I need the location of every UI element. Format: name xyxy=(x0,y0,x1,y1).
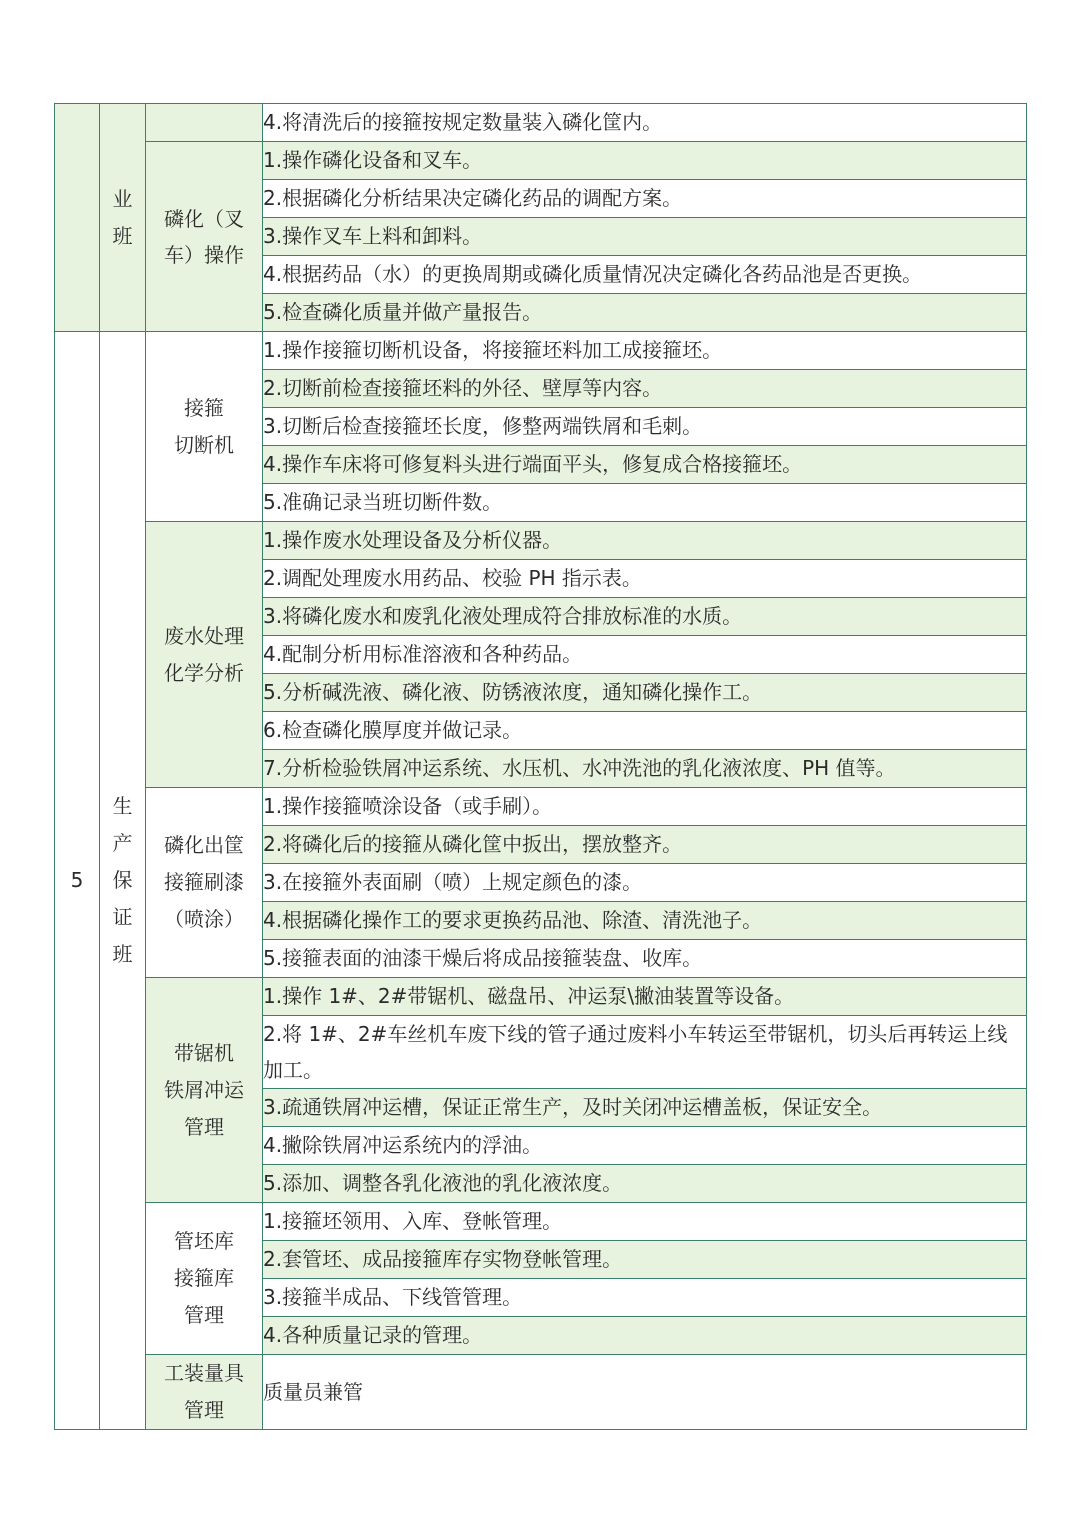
task-cell: 5.接箍表面的油漆干燥后将成品接箍装盘、收库。 xyxy=(263,940,1027,978)
seq-cell xyxy=(55,104,100,332)
task-cell: 1.操作接箍切断机设备，将接箍坯料加工成接箍坯。 xyxy=(263,332,1027,370)
task-cell: 1.操作磷化设备和叉车。 xyxy=(263,142,1027,180)
table-row xyxy=(55,104,1027,142)
post-name-char: 接箍库 xyxy=(174,1266,234,1290)
post-cell xyxy=(146,104,263,142)
post-cell xyxy=(146,522,263,788)
seq-cell: 5 xyxy=(55,332,100,1430)
table-row xyxy=(55,1203,1027,1241)
task-cell: 2.切断前检查接箍坯料的外径、壁厚等内容。 xyxy=(263,370,1027,408)
task-cell: 2.根据磷化分析结果决定磷化药品的调配方案。 xyxy=(263,180,1027,218)
post-name-char: 工装量具 xyxy=(164,1361,244,1385)
task-cell: 1.操作 1#、2#带锯机、磁盘吊、冲运泵\撇油装置等设备。 xyxy=(263,978,1027,1016)
task-cell: 2.将 1#、2#车丝机车废下线的管子通过废料小车转运至带锯机，切头后再转运上线加工。 xyxy=(263,1016,1027,1089)
post-cell xyxy=(146,788,263,978)
post-name-char: 切断机 xyxy=(174,432,234,457)
task-cell: 5.准确记录当班切断件数。 xyxy=(263,484,1027,522)
task-cell: 4.撇除铁屑冲运系统内的浮油。 xyxy=(263,1127,1027,1165)
team-name-char: 班 xyxy=(112,942,133,966)
post-name-char: 接箍 xyxy=(184,395,224,420)
task-cell: 4.根据磷化操作工的要求更换药品池、除渣、清洗池子。 xyxy=(263,902,1027,940)
post-name-char: 管理 xyxy=(184,1398,224,1422)
team-name-char: 班 xyxy=(112,223,133,248)
task-cell: 1.接箍坯领用、入库、登帐管理。 xyxy=(263,1203,1027,1241)
table-row xyxy=(55,332,1027,370)
team-name-char: 保 xyxy=(112,868,133,892)
task-cell: 5.检查磷化质量并做产量报告。 xyxy=(263,294,1027,332)
task-cell: 5.分析碱洗液、磷化液、防锈液浓度，通知磷化操作工。 xyxy=(263,674,1027,712)
post-name-char: 带锯机 xyxy=(174,1040,234,1065)
post-name-char: 管理 xyxy=(184,1303,224,1327)
post-cell xyxy=(146,978,263,1203)
duty-table-page xyxy=(54,103,1027,1430)
team-name-char: 生 xyxy=(112,794,133,818)
post-cell xyxy=(146,142,263,332)
task-cell: 7.分析检验铁屑冲运系统、水压机、水冲洗池的乳化液浓度、PH 值等。 xyxy=(263,750,1027,788)
post-name-char: 管理 xyxy=(184,1114,224,1139)
task-cell: 2.套管坯、成品接箍库存实物登帐管理。 xyxy=(263,1241,1027,1279)
post-name-char: （喷涂） xyxy=(164,907,244,931)
task-cell: 2.将磷化后的接箍从磷化筐中扳出，摆放整齐。 xyxy=(263,826,1027,864)
task-cell: 1.操作接箍喷涂设备（或手刷）。 xyxy=(263,788,1027,826)
task-cell: 4.各种质量记录的管理。 xyxy=(263,1317,1027,1355)
post-name-char: 接箍刷漆 xyxy=(164,870,244,894)
post-cell xyxy=(146,1355,263,1430)
post-name-char: 铁屑冲运 xyxy=(164,1077,244,1102)
duty-table-body xyxy=(55,104,1027,1430)
task-cell: 3.接箍半成品、下线管管理。 xyxy=(263,1279,1027,1317)
task-cell: 3.在接箍外表面刷（喷）上规定颜色的漆。 xyxy=(263,864,1027,902)
task-cell: 3.切断后检查接箍坯长度，修整两端铁屑和毛刺。 xyxy=(263,408,1027,446)
post-cell xyxy=(146,332,263,522)
task-cell: 6.检查磷化膜厚度并做记录。 xyxy=(263,712,1027,750)
task-cell: 3.将磷化废水和废乳化液处理成符合排放标准的水质。 xyxy=(263,598,1027,636)
task-cell: 4.操作车床将可修复料头进行端面平头，修复成合格接箍坯。 xyxy=(263,446,1027,484)
task-cell: 2.调配处理废水用药品、校验 PH 指示表。 xyxy=(263,560,1027,598)
task-cell: 4.配制分析用标准溶液和各种药品。 xyxy=(263,636,1027,674)
task-cell: 5.添加、调整各乳化液池的乳化液浓度。 xyxy=(263,1165,1027,1203)
post-cell xyxy=(146,1203,263,1355)
table-row xyxy=(55,1355,1027,1430)
task-cell: 4.将清洗后的接箍按规定数量装入磷化筐内。 xyxy=(263,104,1027,142)
table-row xyxy=(55,142,1027,180)
table-row xyxy=(55,522,1027,560)
team-cell xyxy=(100,104,146,332)
task-cell: 4.根据药品（水）的更换周期或磷化质量情况决定磷化各药品池是否更换。 xyxy=(263,256,1027,294)
team-cell xyxy=(100,332,146,1430)
post-name-char: 废水处理 xyxy=(164,623,244,648)
post-name: 磷化（叉车）操作 xyxy=(164,206,244,267)
post-name-char: 管坯库 xyxy=(174,1229,234,1253)
table-row xyxy=(55,978,1027,1016)
duty-table xyxy=(54,103,1027,1430)
team-name-char: 业 xyxy=(112,186,133,211)
team-name-char: 证 xyxy=(112,905,133,929)
table-row xyxy=(55,788,1027,826)
task-cell: 3.疏通铁屑冲运槽，保证正常生产，及时关闭冲运槽盖板，保证安全。 xyxy=(263,1089,1027,1127)
post-name-char: 化学分析 xyxy=(164,660,244,685)
task-cell: 3.操作叉车上料和卸料。 xyxy=(263,218,1027,256)
team-name-char: 产 xyxy=(112,831,133,855)
task-cell: 1.操作废水处理设备及分析仪器。 xyxy=(263,522,1027,560)
task-cell: 质量员兼管 xyxy=(263,1355,1027,1430)
post-name-char: 磷化出筐 xyxy=(164,833,244,857)
